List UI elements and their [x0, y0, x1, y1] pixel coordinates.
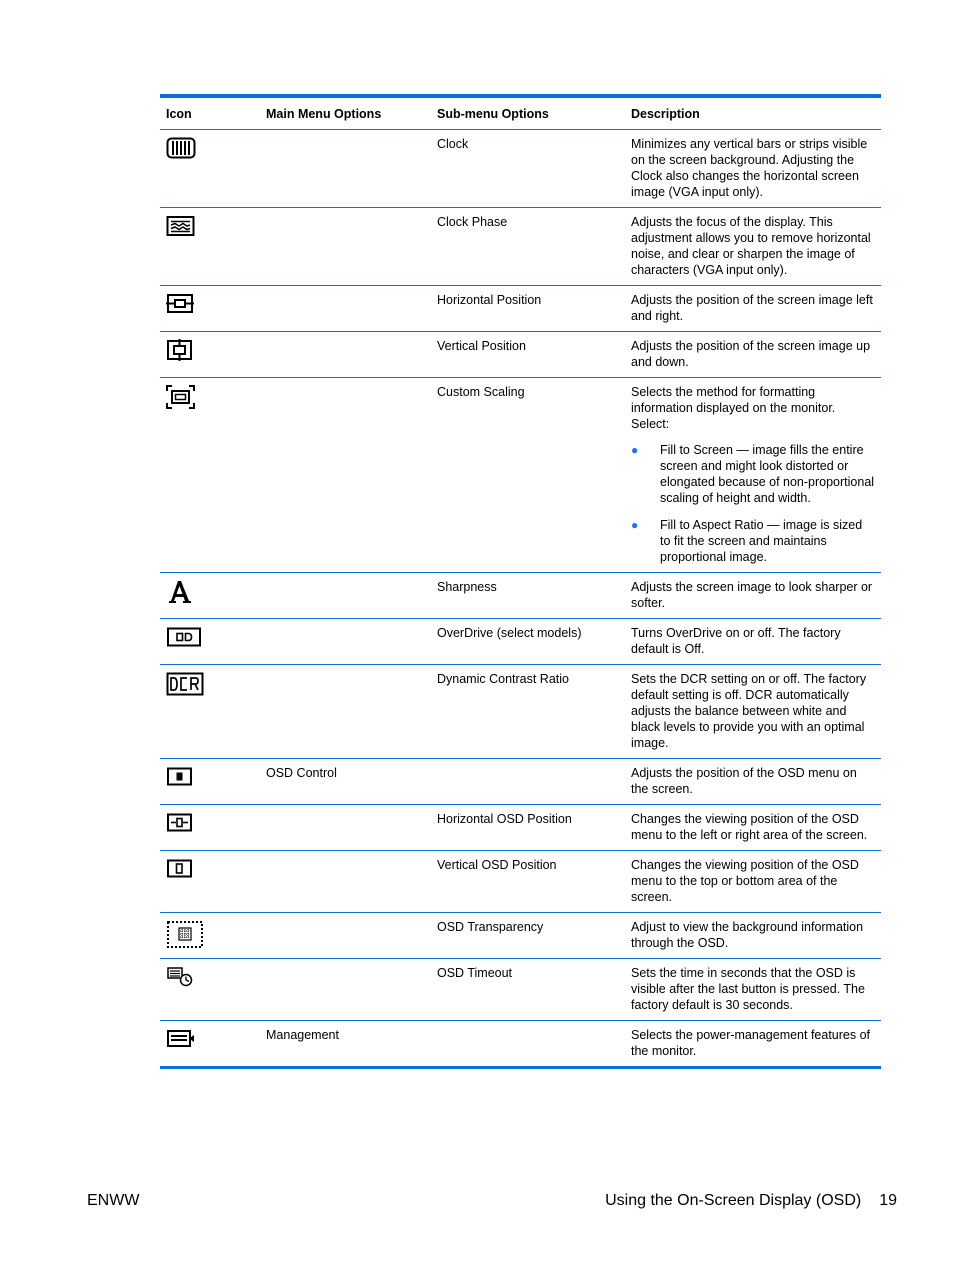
description-cell — [625, 573, 881, 619]
custom-scaling-icon — [166, 385, 196, 409]
icon-cell — [160, 851, 260, 913]
horizontal-osd-position-icon — [166, 812, 196, 834]
main-menu-cell — [260, 851, 431, 913]
vertical-position-icon — [166, 339, 196, 361]
icon-cell — [160, 1021, 260, 1068]
table-row — [160, 913, 881, 959]
description-text: Adjust to view the background information through the OSD. — [631, 920, 864, 950]
main-menu-cell — [260, 208, 431, 286]
description-cell — [625, 805, 881, 851]
header-description: Description — [631, 107, 700, 121]
description-cell — [625, 208, 881, 286]
icon-cell — [160, 913, 260, 959]
description-cell — [625, 619, 881, 665]
sub-menu-cell: OverDrive (select models) — [437, 626, 582, 640]
description-cell — [625, 286, 881, 332]
sub-menu-cell: Custom Scaling — [437, 385, 525, 399]
bullet-icon: ● — [631, 443, 639, 457]
icon-cell — [160, 378, 260, 573]
table-row — [160, 851, 881, 913]
icon-cell — [160, 208, 260, 286]
main-menu-cell — [260, 286, 431, 332]
sub-menu-cell: Vertical Position — [437, 339, 526, 353]
list-item — [631, 442, 875, 506]
description-text: Sets the DCR setting on or off. The factory default setting is off. DCR automatically adjusts the balance between white and black levels to provide you with an optimal image. — [631, 672, 867, 750]
main-menu-cell: Management — [266, 1028, 339, 1042]
description-text: Minimizes any vertical bars or strips visible on the screen background. Adjusting the Clock also changes the horizontal screen image (VGA input only). — [631, 137, 868, 199]
description-text: Adjusts the focus of the display. This adjustment allows you to remove horizontal noise, and clear or sharpen the image of characters (VGA input only). — [631, 215, 871, 277]
icon-cell — [160, 332, 260, 378]
list-item-text: Fill to Screen — image fills the entire screen and might look distorted or elongated because of non-proportional scaling of height and width. — [660, 443, 875, 505]
table-row — [160, 286, 881, 332]
icon-cell — [160, 573, 260, 619]
clock-icon — [166, 137, 196, 159]
table-header-row — [160, 96, 881, 130]
sub-menu-cell: Sharpness — [437, 580, 497, 594]
table-row — [160, 665, 881, 759]
description-text: Adjusts the screen image to look sharper or softer. — [631, 580, 873, 610]
table-row — [160, 130, 881, 208]
description-cell — [625, 1021, 881, 1068]
description-cell — [625, 130, 881, 208]
overdrive-icon — [166, 626, 202, 648]
header-sub-menu-options: Sub-menu Options — [437, 107, 549, 121]
sharpness-icon — [166, 580, 196, 604]
description-cell — [625, 913, 881, 959]
icon-cell — [160, 286, 260, 332]
sub-menu-cell: Vertical OSD Position — [437, 858, 557, 872]
main-menu-cell — [260, 130, 431, 208]
management-icon — [166, 1028, 196, 1050]
sub-menu-cell: Clock — [437, 137, 469, 151]
bullet-icon: ● — [631, 518, 639, 532]
footer-section-title: Using the On-Screen Display (OSD) — [605, 1192, 862, 1209]
list-item-text: Fill to Aspect Ratio — image is sized to fit the screen and maintains proportional image. — [660, 518, 863, 564]
description-text: Adjusts the position of the screen image left and right. — [631, 293, 873, 323]
description-text: Turns OverDrive on or off. The factory default is Off. — [631, 626, 841, 656]
page-number: 19 — [879, 1192, 897, 1209]
dcr-icon — [166, 672, 206, 698]
footer-doc-code: ENWW — [87, 1192, 140, 1209]
main-menu-cell: OSD Control — [266, 766, 337, 780]
table-row — [160, 1021, 881, 1068]
osd-timeout-icon — [166, 966, 196, 988]
main-menu-cell — [260, 665, 431, 759]
main-menu-cell — [260, 805, 431, 851]
main-menu-cell — [260, 959, 431, 1021]
main-menu-cell — [260, 332, 431, 378]
icon-cell — [160, 759, 260, 805]
icon-cell — [160, 130, 260, 208]
table-row — [160, 378, 881, 573]
description-cell — [625, 332, 881, 378]
sub-menu-cell: OSD Transparency — [437, 920, 544, 934]
sub-menu-cell: Horizontal OSD Position — [437, 812, 572, 826]
sub-menu-cell: OSD Timeout — [437, 966, 513, 980]
sub-menu-cell — [431, 1021, 625, 1068]
description-text: Selects the power-management features of the monitor. — [631, 1028, 871, 1058]
description-text: Adjusts the position of the screen image up and down. — [631, 339, 871, 369]
icon-cell — [160, 665, 260, 759]
description-cell — [625, 851, 881, 913]
table-row — [160, 759, 881, 805]
osd-options-table — [160, 94, 881, 1069]
table-row — [160, 805, 881, 851]
clock-phase-icon — [166, 215, 196, 237]
header-icon: Icon — [166, 107, 192, 121]
table-row — [160, 208, 881, 286]
description-cell — [625, 759, 881, 805]
osd-transparency-icon — [166, 920, 206, 950]
description-cell — [625, 959, 881, 1021]
icon-cell — [160, 805, 260, 851]
description-cell — [625, 378, 881, 573]
sub-menu-cell: Dynamic Contrast Ratio — [437, 672, 569, 686]
list-item — [631, 517, 875, 565]
osd-options-table-container — [160, 94, 881, 1069]
icon-cell — [160, 619, 260, 665]
main-menu-cell — [260, 573, 431, 619]
footer-section — [605, 1192, 897, 1210]
description-text: Changes the viewing position of the OSD menu to the left or right area of the screen. — [631, 812, 868, 842]
scaling-options-list — [631, 442, 875, 565]
header-main-menu-options: Main Menu Options — [266, 107, 382, 121]
table-row — [160, 332, 881, 378]
sub-menu-cell: Horizontal Position — [437, 293, 542, 307]
main-menu-cell — [260, 378, 431, 573]
table-row — [160, 959, 881, 1021]
sub-menu-cell — [431, 759, 625, 805]
main-menu-cell — [260, 619, 431, 665]
description-cell — [625, 665, 881, 759]
osd-control-icon — [166, 766, 196, 788]
main-menu-cell — [260, 913, 431, 959]
description-text: Changes the viewing position of the OSD menu to the top or bottom area of the screen. — [631, 858, 859, 904]
horizontal-position-icon — [166, 293, 196, 315]
icon-cell — [160, 959, 260, 1021]
vertical-osd-position-icon — [166, 858, 196, 880]
description-text: Adjusts the position of the OSD menu on the screen. — [631, 766, 857, 796]
sub-menu-cell: Clock Phase — [437, 215, 508, 229]
description-text: Sets the time in seconds that the OSD is visible after the last button is pressed. The factory default is 30 seconds. — [631, 966, 865, 1012]
table-row — [160, 619, 881, 665]
description-text: Selects the method for formatting information displayed on the monitor. Select: — [631, 385, 836, 431]
table-row — [160, 573, 881, 619]
